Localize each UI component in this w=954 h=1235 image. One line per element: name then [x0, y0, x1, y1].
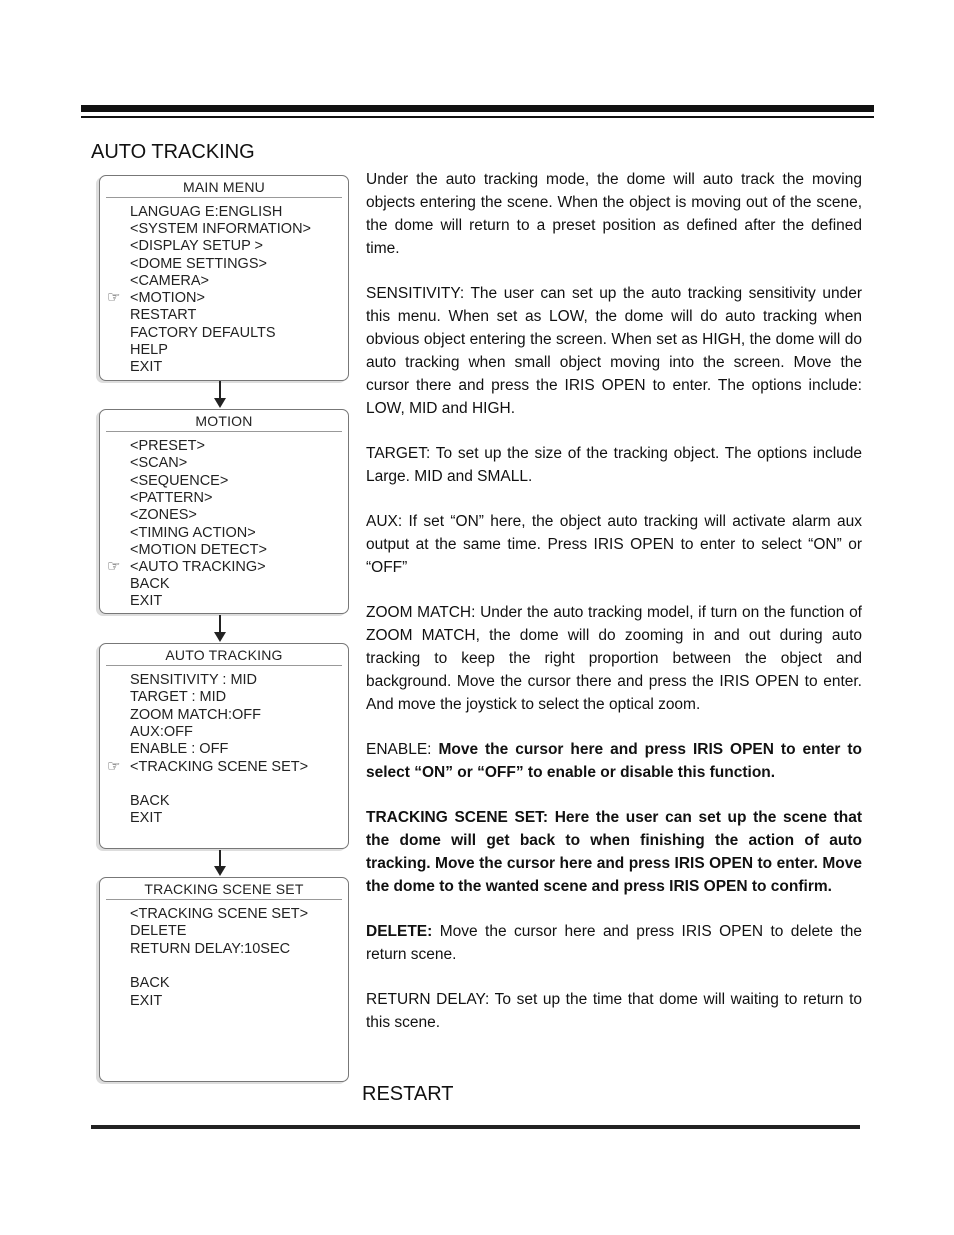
restart-section-title: RESTART [362, 1083, 454, 1105]
paragraph-target: TARGET: To set up the size of the tracking object. The options include Large. MID and SMALL. [366, 445, 862, 485]
menu-item: <DOME SETTINGS> [130, 256, 267, 272]
motion-menu-box [99, 409, 349, 614]
menu-item: TARGET : MID [130, 689, 227, 705]
flow-arrow-head-icon [214, 398, 226, 408]
menu-item-selected: <AUTO TRACKING> [130, 559, 266, 575]
paragraph-intro: Under the auto tracking mode, the dome will auto track the moving objects entering the scene. When the object is moving out of the scene, the dome will return to a preset position as defined after the defined time. [366, 171, 862, 257]
paragraph-aux: AUX: If set “ON” here, the object auto tracking will activate alarm aux output at the same time. Press IRIS OPEN to enter to select “ON” or “OFF” [366, 513, 862, 576]
menu-item: FACTORY DEFAULTS [130, 325, 276, 341]
main-menu-box [99, 175, 349, 381]
menu-item: <TIMING ACTION> [130, 525, 256, 541]
menu-item: LANGUAG E:ENGLISH [130, 204, 283, 220]
flow-arrow-head-icon [214, 632, 226, 642]
paragraph-return-delay: RETURN DELAY: To set up the time that dome will waiting to return to this scene. [366, 991, 862, 1031]
motion-menu-title: MOTION [106, 410, 342, 432]
menu-item: EXIT [130, 593, 163, 609]
menu-item: <PATTERN> [130, 490, 213, 506]
flow-arrow-head-icon [214, 866, 226, 876]
menu-item: <SCAN> [130, 455, 188, 471]
section-title: AUTO TRACKING [91, 141, 255, 163]
delete-description: Move the cursor here and press IRIS OPEN to delete the return scene. [366, 923, 862, 963]
top-rule-thin [81, 116, 874, 118]
menu-item: <MOTION DETECT> [130, 542, 267, 558]
menu-item: RESTART [130, 307, 197, 323]
menu-item: EXIT [130, 993, 163, 1009]
menu-item: ZOOM MATCH:OFF [130, 707, 262, 723]
tracking-scene-set-menu-box [99, 877, 349, 1082]
hand-pointer-icon: ☞ [107, 289, 121, 306]
tracking-scene-set-description: TRACKING SCENE SET: Here the user can set up the scene that the dome will get back to when finishing the action of auto tracking. Move the cursor here and press IRIS OPEN to enter. Move the dome to the wanted scene and press IRIS OPEN to confirm. [366, 809, 862, 895]
menu-item: AUX:OFF [130, 724, 193, 740]
auto-tracking-menu-title: AUTO TRACKING [106, 644, 342, 666]
paragraph-delete [366, 920, 862, 966]
menu-item: HELP [130, 342, 168, 358]
menu-item: RETURN DELAY:10SEC [130, 941, 291, 957]
menu-item: BACK [130, 793, 170, 809]
bottom-rule [91, 1125, 860, 1129]
auto-tracking-menu-box [99, 643, 349, 849]
menu-item: EXIT [130, 810, 163, 826]
menu-item: <DISPLAY SETUP > [130, 238, 263, 254]
main-menu-title: MAIN MENU [106, 176, 342, 198]
paragraph-enable [366, 738, 862, 784]
paragraph-sensitivity: SENSITIVITY: The user can set up the auto tracking sensitivity under this menu. When set as LOW, the dome will do auto tracking when obvious object entering the screen. When set as HIGH, the dome will do auto tracking when small object moving into the screen. Move the cursor there and press the IRIS OPEN to enter. The options include: LOW, MID and HIGH. [366, 285, 862, 417]
enable-label: ENABLE: [366, 741, 439, 758]
menu-item: BACK [130, 975, 170, 991]
menu-item: <PRESET> [130, 438, 205, 454]
menu-item: <SYSTEM INFORMATION> [130, 221, 312, 237]
menu-item: ENABLE : OFF [130, 741, 229, 757]
delete-label: DELETE: [366, 923, 433, 940]
menu-item: EXIT [130, 359, 163, 375]
hand-pointer-icon: ☞ [107, 758, 121, 775]
menu-item: <CAMERA> [130, 273, 209, 289]
enable-description: Move the cursor here and press IRIS OPEN to enter to select “ON” or “OFF” to enable or disable this function. [366, 741, 862, 781]
menu-item: BACK [130, 576, 170, 592]
menu-item-selected: <TRACKING SCENE SET> [130, 759, 309, 775]
top-rule-thick [81, 105, 874, 112]
menu-item-selected: <MOTION> [130, 290, 205, 306]
paragraph-tracking-scene-set [366, 806, 862, 898]
menu-item: SENSITIVITY : MID [130, 672, 258, 688]
hand-pointer-icon: ☞ [107, 558, 121, 575]
menu-item: <ZONES> [130, 507, 197, 523]
menu-item: <SEQUENCE> [130, 473, 229, 489]
paragraph-zoom-match: ZOOM MATCH: Under the auto tracking model, if turn on the function of ZOOM MATCH, the dome will do zooming in and out during auto tracking to keep the right proportion between the object and background. Move the cursor there and press the IRIS OPEN to enter. And move the joystick to select the optical zoom. [366, 604, 862, 713]
description-text [366, 168, 862, 1056]
tracking-scene-set-menu-title: TRACKING SCENE SET [106, 878, 342, 900]
menu-item: <TRACKING SCENE SET> [130, 906, 309, 922]
menu-item: DELETE [130, 923, 187, 939]
